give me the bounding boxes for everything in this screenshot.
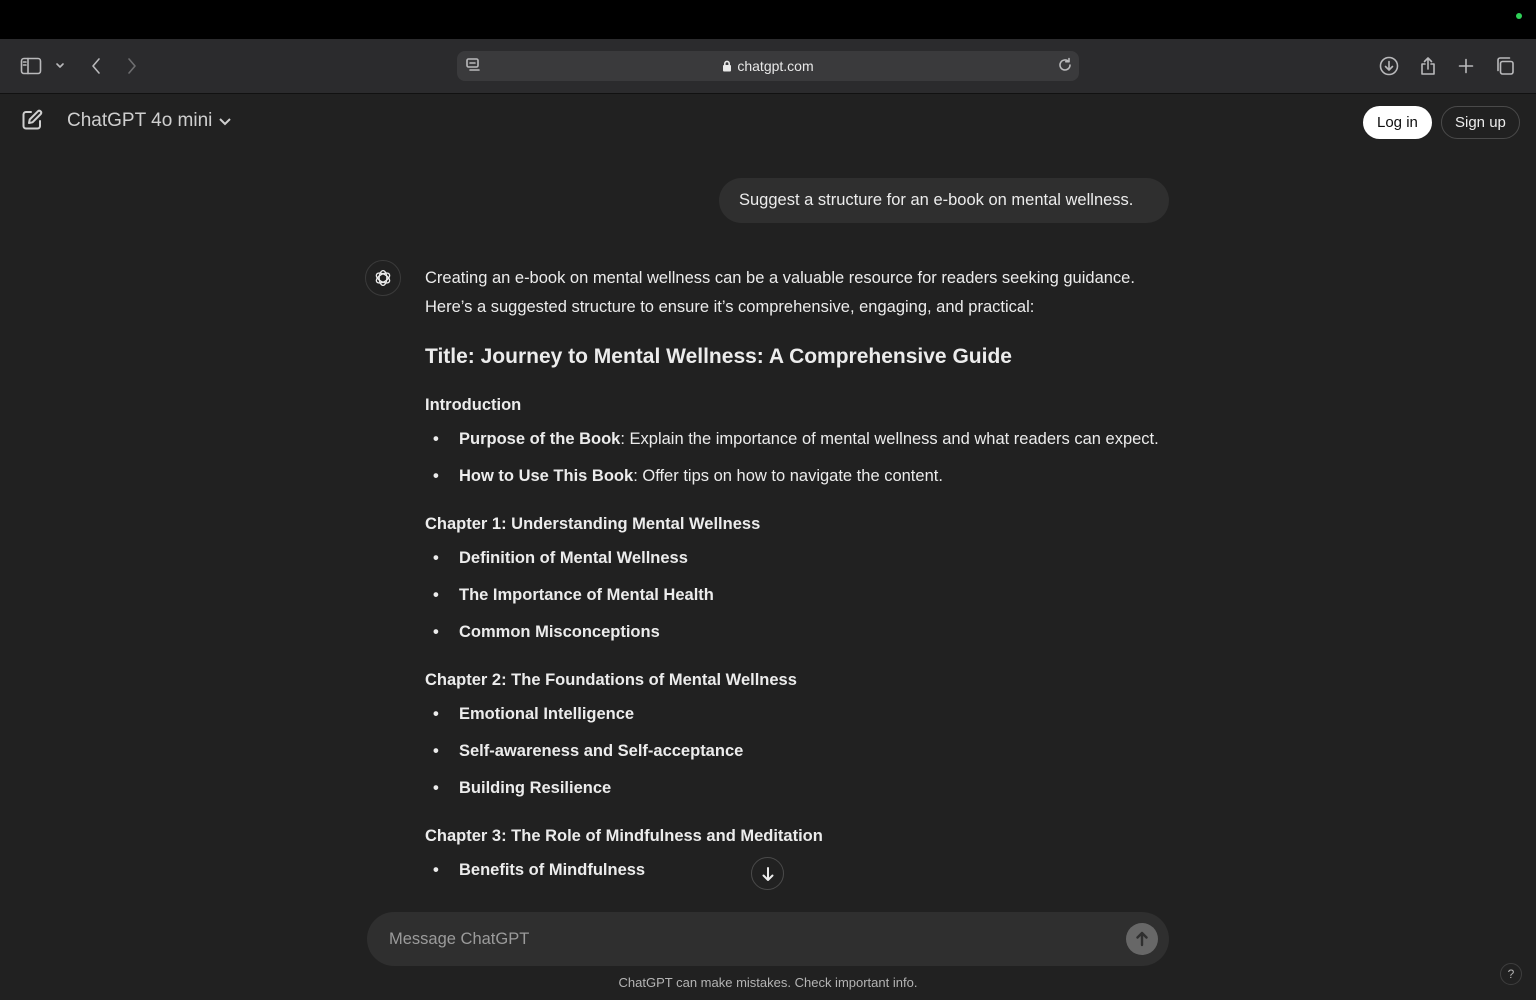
help-button[interactable]: ? bbox=[1500, 963, 1522, 985]
list-item bbox=[425, 544, 1175, 573]
list-item bbox=[425, 581, 1175, 610]
download-icon[interactable] bbox=[1376, 53, 1402, 79]
item-bold: Purpose of the Book bbox=[459, 430, 621, 448]
assistant-intro: Creating an e-book on mental wellness can be a valuable resource for readers seeking guidance. Here’s a suggested structure to ensure it’s comprehensive, engaging, and practical: bbox=[425, 269, 1135, 316]
user-message: Suggest a structure for an e-book on mental wellness. bbox=[719, 178, 1169, 223]
list-item bbox=[425, 737, 1175, 766]
item-bold: Self-awareness and Self-acceptance bbox=[459, 742, 744, 760]
chat-header bbox=[0, 94, 1536, 150]
section-list bbox=[425, 700, 1175, 803]
reload-icon[interactable] bbox=[1057, 57, 1073, 78]
item-text: : Offer tips on how to navigate the content. bbox=[633, 467, 943, 485]
tabs-icon[interactable] bbox=[1492, 53, 1518, 79]
section-list bbox=[425, 856, 1175, 885]
status-indicator bbox=[1516, 13, 1522, 19]
section-heading: Chapter 3: The Role of Mindfulness and Meditation bbox=[425, 827, 823, 845]
section-heading: Introduction bbox=[425, 396, 522, 414]
item-text: : Explain the importance of mental wellness and what readers can expect. bbox=[620, 430, 1159, 448]
item-bold: The Importance of Mental Health bbox=[459, 586, 714, 604]
sidebar-icon[interactable] bbox=[18, 53, 44, 79]
scroll-to-bottom-button[interactable] bbox=[751, 857, 784, 890]
item-bold: Emotional Intelligence bbox=[459, 705, 635, 723]
forward-icon[interactable] bbox=[119, 53, 145, 79]
address-bar[interactable] bbox=[457, 51, 1079, 81]
list-item bbox=[425, 774, 1175, 803]
disclaimer-text: ChatGPT can make mistakes. Check important info. bbox=[618, 975, 918, 990]
item-bold: Benefits of Mindfulness bbox=[459, 861, 646, 879]
lock-icon bbox=[722, 59, 732, 75]
browser-toolbar bbox=[0, 39, 1536, 94]
chevron-down-icon[interactable] bbox=[50, 53, 70, 79]
system-menu-bar bbox=[0, 0, 1536, 39]
new-chat-icon[interactable] bbox=[20, 108, 46, 134]
item-bold: Building Resilience bbox=[459, 779, 612, 797]
list-item bbox=[425, 856, 1175, 885]
arrow-down-icon bbox=[761, 866, 775, 882]
chatgpt-logo-icon bbox=[365, 260, 401, 296]
section-list bbox=[425, 544, 1175, 647]
model-name: ChatGPT 4o mini bbox=[67, 110, 213, 131]
arrow-up-icon bbox=[1135, 931, 1149, 947]
message-input[interactable] bbox=[389, 926, 1089, 952]
item-bold: Common Misconceptions bbox=[459, 623, 660, 641]
chevron-down-icon bbox=[218, 116, 232, 126]
list-item bbox=[425, 425, 1175, 454]
back-icon[interactable] bbox=[83, 53, 109, 79]
section-heading: Chapter 2: The Foundations of Mental Wellness bbox=[425, 671, 797, 689]
model-selector[interactable] bbox=[67, 110, 232, 132]
assistant-message bbox=[425, 264, 1175, 893]
list-item bbox=[425, 700, 1175, 729]
ebook-title: Title: Journey to Mental Wellness: A Comprehensive Guide bbox=[425, 345, 1012, 368]
list-item bbox=[425, 618, 1175, 647]
list-item bbox=[425, 462, 1175, 491]
url-text: chatgpt.com bbox=[737, 58, 814, 74]
message-composer bbox=[367, 912, 1169, 966]
plus-icon[interactable] bbox=[1453, 53, 1479, 79]
section-heading: Chapter 1: Understanding Mental Wellness bbox=[425, 515, 761, 533]
login-button[interactable]: Log in bbox=[1363, 106, 1432, 139]
item-bold: How to Use This Book bbox=[459, 467, 634, 485]
section-list bbox=[425, 425, 1175, 491]
send-button[interactable] bbox=[1126, 923, 1158, 955]
signup-button[interactable]: Sign up bbox=[1441, 106, 1520, 139]
item-bold: Definition of Mental Wellness bbox=[459, 549, 688, 567]
url-display bbox=[457, 58, 1079, 75]
share-icon[interactable] bbox=[1415, 53, 1441, 79]
